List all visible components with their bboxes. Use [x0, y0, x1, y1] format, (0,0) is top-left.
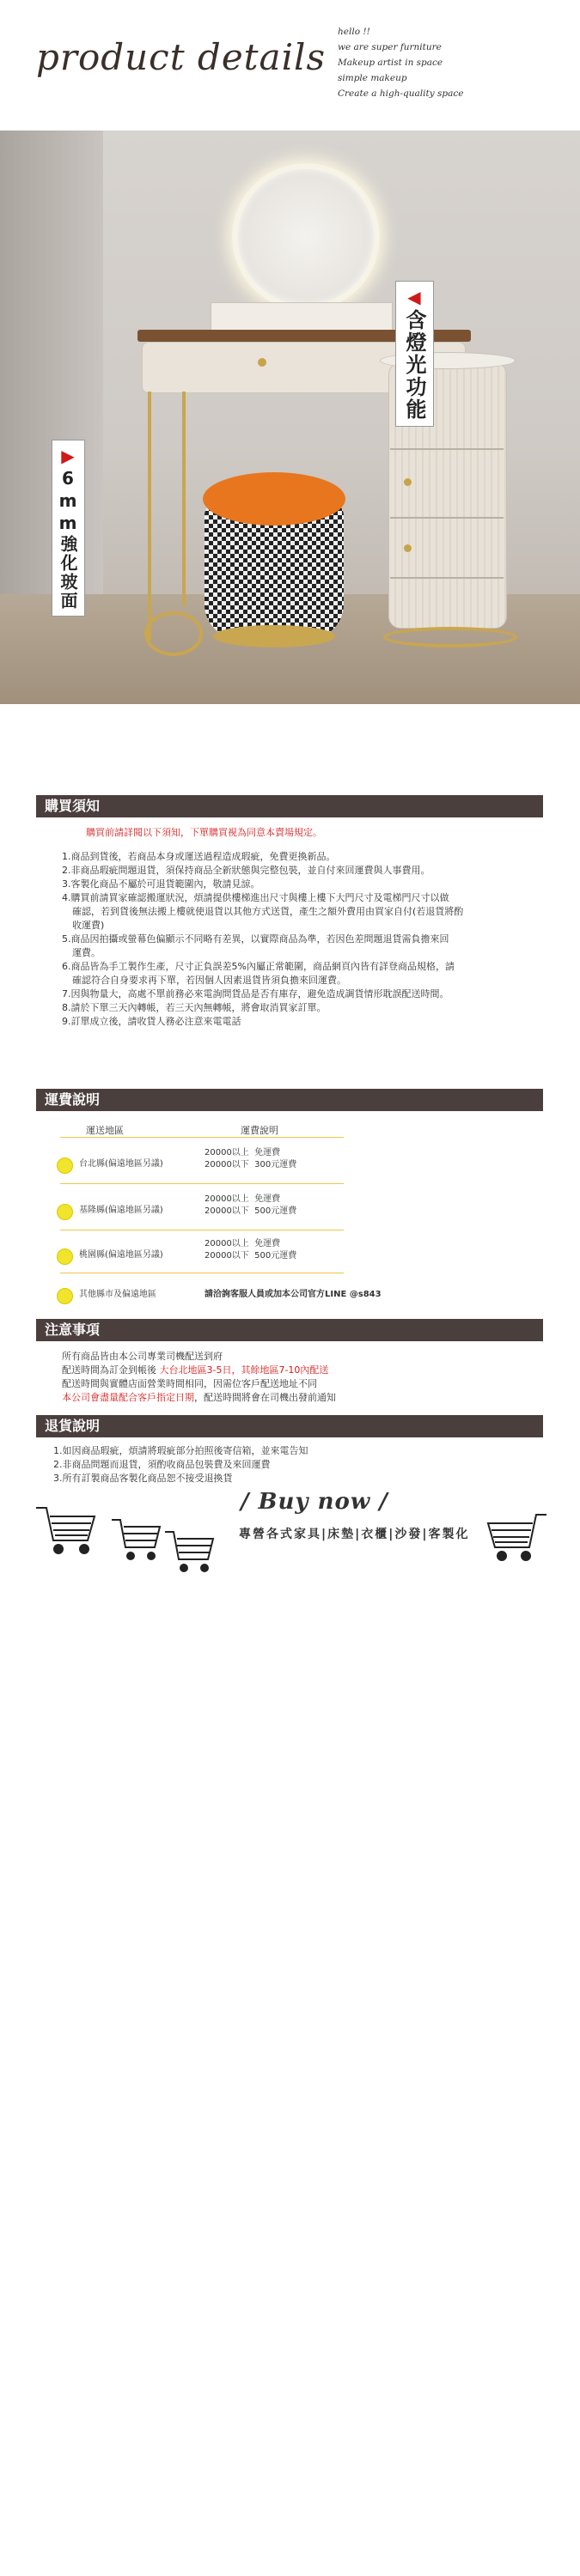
desk-leg: [148, 392, 151, 641]
mirror-base: [211, 302, 393, 333]
drawer-knob: [258, 358, 266, 367]
notes-block: [62, 1350, 543, 1405]
feature-tag-label: 含燈光功能: [402, 309, 426, 421]
note-line: 配送時間與實體店面營業時間相同，因需位客戶配送地址不同: [62, 1378, 317, 1389]
feature-tag-label: 6mm強化玻面: [58, 468, 78, 611]
tagline-line: hello !!: [338, 27, 370, 37]
header-tagline: [338, 24, 463, 101]
region-name: 桃園縣(偏遠地區另議): [79, 1250, 163, 1260]
product-photo: [0, 131, 580, 704]
rate-value: 免運費: [254, 1148, 281, 1157]
section-heading-shipping: 運費說明: [36, 1089, 543, 1111]
buy-now-label[interactable]: / Buy now /: [241, 1489, 388, 1515]
rate-threshold: 20000以上: [205, 1194, 249, 1204]
table-row: [57, 1288, 486, 1314]
bullet-dot: [57, 1288, 73, 1304]
page-title: product details: [36, 36, 327, 78]
list-item: 5.商品因拍攝或螢幕色偏顯示不同略有差異，以實際商品為準，若因色差問題退貨需負擔來回: [62, 933, 449, 945]
cabinet-base: [383, 627, 517, 647]
bullet-dot: [57, 1157, 73, 1174]
feature-tag-glass: [52, 440, 85, 617]
list-item: 3.客製化商品不屬於可退貨範圍內，敬請見諒。: [62, 878, 260, 890]
tagline-line: Create a high-quality space: [338, 88, 464, 99]
list-item: 2.非商品瑕疵問題退貨，須保持商品全新狀態與完整包裝，並自付來回運費與人事費用。: [62, 865, 430, 876]
services-tagline: 專營各式家具|床墊|衣櫃|沙發|客製化: [239, 1528, 470, 1541]
desk-leg: [182, 392, 186, 606]
cart-illustration-right: [464, 1508, 559, 1594]
list-item: 1.如因商品瑕疵，煩請將瑕疵部分拍照後寄信箱，並來電告知: [53, 1445, 308, 1456]
cart-icon: [488, 1515, 546, 1560]
cabinet-divider: [390, 577, 504, 579]
arrow-icon: ▶: [58, 446, 78, 468]
rate-threshold: 20000以下: [205, 1251, 249, 1261]
note-line: [62, 1364, 543, 1377]
note-text: ，配送時間將會在司機出發前通知: [194, 1392, 336, 1403]
region-name: 台北縣(偏遠地區另議): [79, 1159, 163, 1169]
rate-value: 免運費: [254, 1239, 281, 1249]
list-item: 1.商品到貨後，若商品本身或運送過程造成瑕疵，免費更換新品。: [62, 851, 336, 862]
rate-threshold: 20000以下: [205, 1206, 249, 1216]
bullet-dot: [57, 1249, 73, 1265]
tagline-line: we are super furniture: [338, 42, 442, 52]
purchase-notice: 購買前請詳閱以下須知，下單購買視為同意本賣場規定。: [86, 827, 322, 838]
cart-illustrations-left: [33, 1501, 230, 1587]
list-item: 6.商品皆為手工製作生產，尺寸正負誤差5%內屬正常範圍，商品網頁內皆有詳登商品規格，請: [62, 961, 455, 972]
rate-value: 300元運費: [254, 1160, 297, 1170]
bullet-dot: [57, 1204, 73, 1220]
rate-value: 500元運費: [254, 1206, 297, 1216]
rate-value: 免運費: [254, 1194, 281, 1204]
note-highlight: 大台北地區3-5日，其餘地區7-10內配送: [159, 1364, 329, 1376]
note-line: [62, 1391, 543, 1405]
section-heading-purchase: 購買須知: [36, 795, 543, 817]
rate-detail: [205, 1147, 296, 1171]
table-divider: [60, 1183, 344, 1184]
region-name: 基隆縣(偏遠地區另議): [79, 1206, 163, 1215]
cabinet-knob: [404, 544, 412, 552]
purchase-list: [62, 850, 543, 1029]
cart-icon: [36, 1508, 95, 1553]
column-header-region: 運送地區: [86, 1125, 124, 1136]
list-item: 3.所有訂製商品客製化商品恕不接受退換貨: [53, 1473, 233, 1484]
cabinet-knob: [404, 478, 412, 486]
note-line: 所有商品皆由本公司專業司機配送到府: [62, 1351, 223, 1362]
cabinet-divider: [390, 448, 504, 450]
list-item: 2.非商品問題而退貨，須酌收商品包裝費及來回運費: [53, 1459, 271, 1470]
tagline-line: simple makeup: [338, 73, 407, 83]
list-item: 9.訂單成立後，請收貨人務必注意來電電話: [62, 1016, 241, 1027]
section-heading-returns: 退貨說明: [36, 1415, 543, 1437]
stool-base: [213, 625, 335, 647]
rate-threshold: 20000以上: [205, 1239, 249, 1249]
returns-list: [53, 1444, 534, 1485]
section-heading-notes: 注意事項: [36, 1319, 543, 1341]
list-item: 4.購買前請買家確認搬運狀況，煩請提供樓梯進出尺寸與樓上樓下大門尺寸及電梯門尺寸以做: [62, 892, 449, 903]
list-item: 8.請於下單三天內轉帳，若三天內無轉帳，將會取消買家訂單。: [62, 1002, 327, 1013]
table-row: [57, 1239, 349, 1279]
rate-detail: [205, 1238, 296, 1262]
list-item: 7.因與物量大，高處不單前務必來電詢問貨品是否有庫存，避免造成調貨情形耽誤配送時間。: [62, 988, 449, 999]
table-divider: [60, 1137, 344, 1138]
list-item: 確認符合自身要求再下單，若因個人因素退貨皆須負擔來回運費。: [72, 975, 346, 986]
note-highlight: 本公司會盡量配合客戶指定日期: [62, 1392, 194, 1403]
rate-threshold: 20000以上: [205, 1148, 249, 1157]
column-header-desc: 運費說明: [241, 1125, 278, 1136]
region-name: 其他縣市及偏遠地區: [79, 1290, 156, 1299]
rate-threshold: 20000以下: [205, 1160, 249, 1170]
tagline-line: Makeup artist in space: [338, 58, 443, 68]
list-item: 收運費): [72, 920, 105, 931]
arrow-icon: ◀: [404, 287, 424, 309]
stool-cushion: [203, 472, 345, 526]
cabinet-divider: [390, 517, 504, 519]
feature-tag-light: [395, 281, 434, 427]
rate-value: 500元運費: [254, 1251, 297, 1261]
cart-icon: [165, 1532, 213, 1571]
list-item: 確認，若到貨後無法搬上樓就使退貨以其他方式送貨，產生之額外費用由買家自付(若退貨將酌: [72, 906, 464, 917]
leg-ring: [144, 611, 203, 656]
rate-detail: [205, 1194, 296, 1218]
list-item: 運費。: [72, 947, 101, 958]
contact-note: 請洽詢客服人員或加本公司官方LINE @s843: [205, 1290, 382, 1299]
note-text: 配送時間為訂金到帳後: [62, 1364, 156, 1376]
cart-icon: [112, 1520, 160, 1559]
round-mirror: [232, 163, 380, 311]
